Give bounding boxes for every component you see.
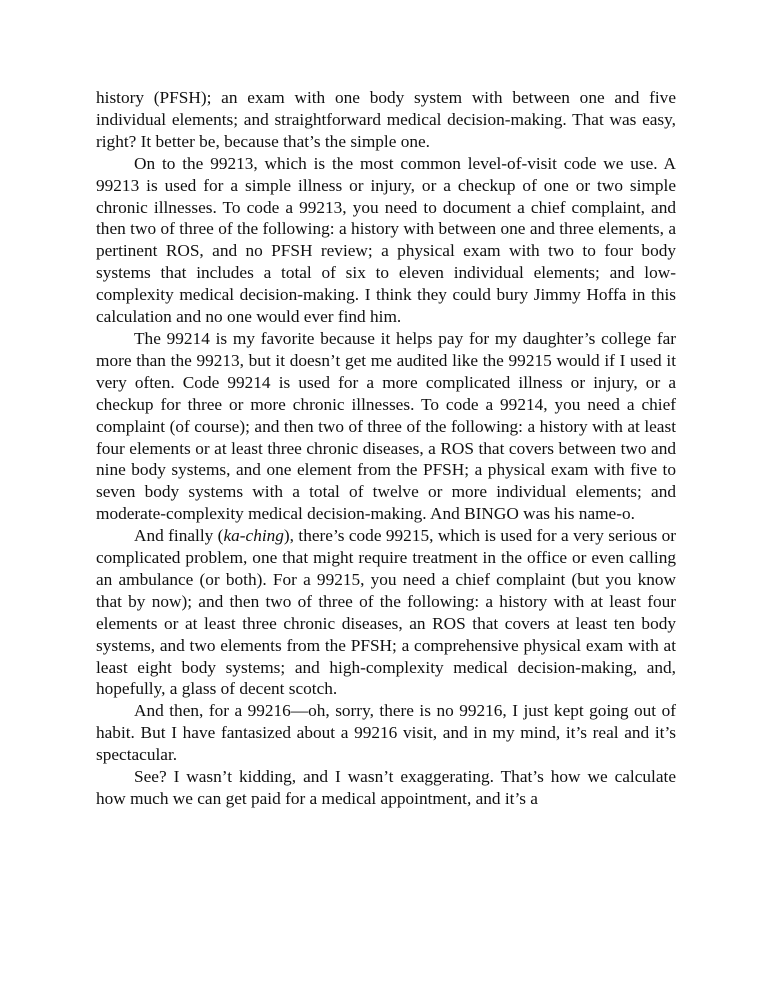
paragraph-conclusion: See? I wasn’t kidding, and I wasn’t exaggerating. That’s how we calculate how much we can get paid for a medical appointment, and it’s a [96, 767, 676, 808]
paragraph-99214: The 99214 is my favorite because it helps pay for my daughter’s college far more than the 99213, but it doesn’t get me audited like the 99215 would if I used it very often. Code 99214 is used for a more complicated illness or injury, or a checkup for three or more chronic illnesses. To code a 99214, you need a chief complaint (of course); and then two of three of the following: a history with at least four elements or at least three chronic diseases, a ROS that covers between two and nine body systems, and one element from the PFSH; a physical exam with five to seven body systems with a total of twelve or more individual elements; and moderate-complexity medical decision-making. And BINGO was his name-o. [96, 328, 676, 524]
paragraph-99215-text-after: ), there’s code 99215, which is used for a very serious or complicated problem, one that might require treatment in the office or even calling an ambulance (or both). For a 99215, you need a chief complaint (but you know that by now); and then two of three of the following: a history with at least four elements or at least three chronic diseases, an ROS that covers at least ten body systems, and two elements from the PFSH; a comprehensive physical exam with at least eight body systems; and high-complexity medical decision-making, and, hopefully, a glass of decent scotch. [96, 526, 676, 699]
paragraph-99215-text-before: And finally ( [134, 526, 224, 546]
paragraph-99215 [96, 525, 676, 700]
paragraph-pfsh-continuation: history (PFSH); an exam with one body system with between one and five individual elements; and straightforward medical decision-making. That was easy, right? It better be, because that’s the simple one. [96, 88, 676, 151]
paragraph-99216: And then, for a 99216—oh, sorry, there is no 99216, I just kept going out of habit. But I have fantasized about a 99216 visit, and in my mind, it’s real and it’s spectacular. [96, 701, 676, 765]
paragraph-99215-emphasis: ka-ching [223, 526, 284, 546]
paragraph-99213: On to the 99213, which is the most common level-of-visit code we use. A 99213 is used for a simple illness or injury, or a checkup of one or two simple chronic illnesses. To code a 99213, you need to document a chief complaint, and then two of three of the following: a history with between one and three elements, a pertinent ROS, and no PFSH review; a physical exam with two to four body systems that includes a total of six to eleven individual elements; and low-complexity medical decision-making. I think they could bury Jimmy Hoffa in this calculation and no one would ever find him. [96, 153, 676, 327]
document-page [96, 87, 676, 810]
